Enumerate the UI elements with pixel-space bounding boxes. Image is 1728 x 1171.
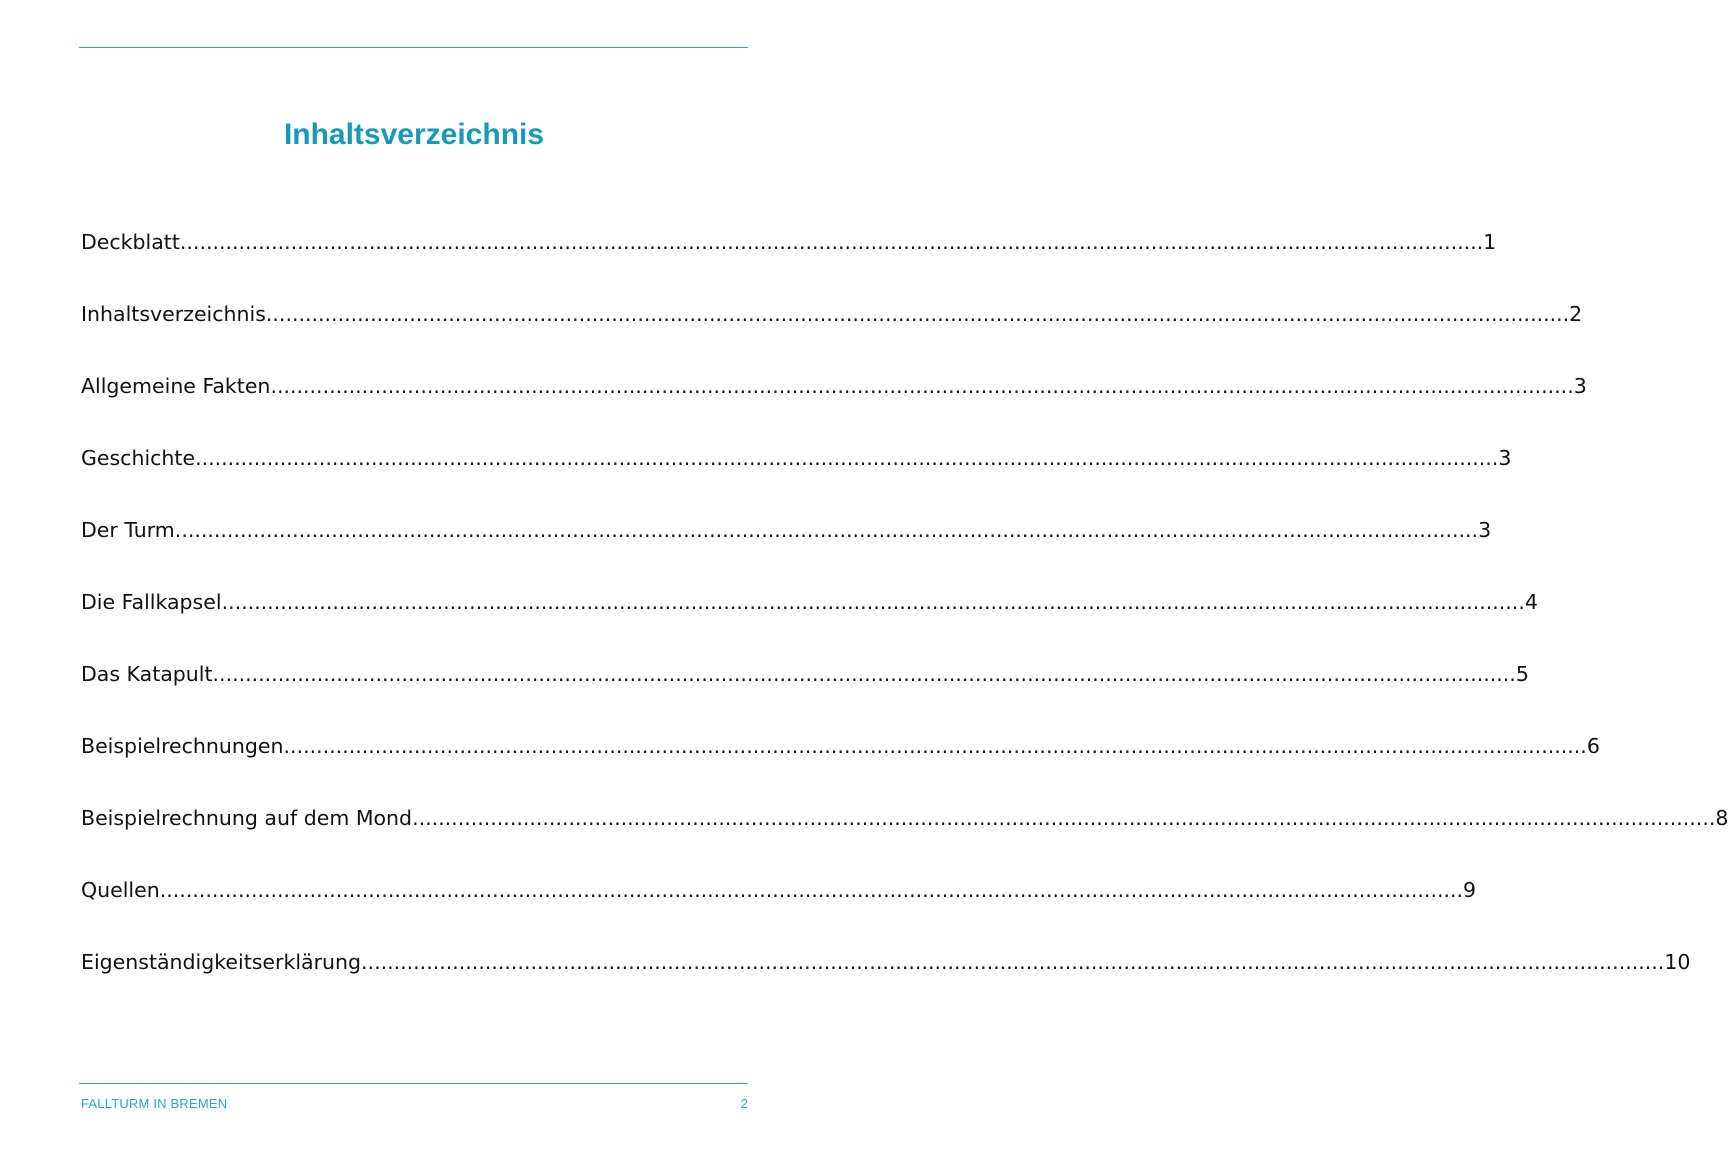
toc-entry-label: Beispielrechnungen	[81, 734, 284, 758]
toc-entry[interactable]	[81, 806, 1728, 842]
toc-entry[interactable]	[81, 590, 1538, 626]
header-rule	[79, 47, 748, 48]
toc-entry-label: Allgemeine Fakten	[81, 374, 271, 398]
toc-leader-dots: ........................................................................................................................................................................................................	[412, 806, 1716, 830]
toc-entry[interactable]	[81, 950, 1691, 986]
toc-entry[interactable]	[81, 662, 1529, 698]
toc-entry-label: Inhaltsverzeichnis	[81, 302, 266, 326]
toc-entry-label: Das Katapult	[81, 662, 213, 686]
toc-entry-page: 6	[1586, 734, 1600, 758]
toc-entry-label: Quellen	[81, 878, 160, 902]
toc-entry-page: 10	[1664, 950, 1691, 974]
toc-leader-dots: ........................................................................................................................................................................................................	[283, 734, 1587, 758]
toc-entry[interactable]	[81, 878, 1477, 914]
toc-entry[interactable]	[81, 518, 1492, 554]
toc-entry-page: 4	[1524, 590, 1538, 614]
toc-entry-label: Der Turm	[81, 518, 175, 542]
toc-entry-label: Beispielrechnung auf dem Mond	[81, 806, 413, 830]
toc-entry[interactable]	[81, 374, 1587, 410]
toc-entry[interactable]	[81, 446, 1512, 482]
toc-leader-dots: ........................................................................................................................................................................................................	[265, 302, 1570, 326]
toc-entry-page: 3	[1498, 446, 1512, 470]
toc-entry-page: 8	[1715, 806, 1728, 830]
page-title: Inhaltsverzeichnis	[283, 118, 545, 151]
toc-entry-label: Eigenständigkeitserklärung	[81, 950, 362, 974]
toc-leader-dots: ........................................................................................................................................................................................................	[212, 662, 1516, 686]
toc-leader-dots: ........................................................................................................................................................................................................	[270, 374, 1574, 398]
toc-leader-dots: ........................................................................................................................................................................................................	[179, 230, 1484, 254]
toc-leader-dots: ........................................................................................................................................................................................................	[221, 590, 1525, 614]
toc-entry-page: 9	[1463, 878, 1477, 902]
toc-entry[interactable]	[81, 302, 1583, 338]
toc-leader-dots: ........................................................................................................................................................................................................	[195, 446, 1499, 470]
footer-document-title: FALLTURM IN BREMEN	[81, 1096, 228, 1111]
toc-entry-page: 1	[1483, 230, 1497, 254]
toc-entry-label: Deckblatt	[81, 230, 180, 254]
toc-entry-page: 5	[1515, 662, 1529, 686]
toc-leader-dots: ........................................................................................................................................................................................................	[174, 518, 1479, 542]
footer-rule	[79, 1083, 748, 1084]
footer-page-number: 2	[740, 1096, 748, 1111]
toc-entry-page: 3	[1478, 518, 1492, 542]
toc-leader-dots: ........................................................................................................................................................................................................	[361, 950, 1665, 974]
toc-entry[interactable]	[81, 734, 1600, 770]
toc-entry-label: Geschichte	[81, 446, 196, 470]
toc-leader-dots: ........................................................................................................................................................................................................	[159, 878, 1464, 902]
toc-entry-page: 2	[1569, 302, 1583, 326]
toc-entry[interactable]	[81, 230, 1497, 266]
toc-entry-label: Die Fallkapsel	[81, 590, 222, 614]
toc-entry-page: 3	[1573, 374, 1587, 398]
